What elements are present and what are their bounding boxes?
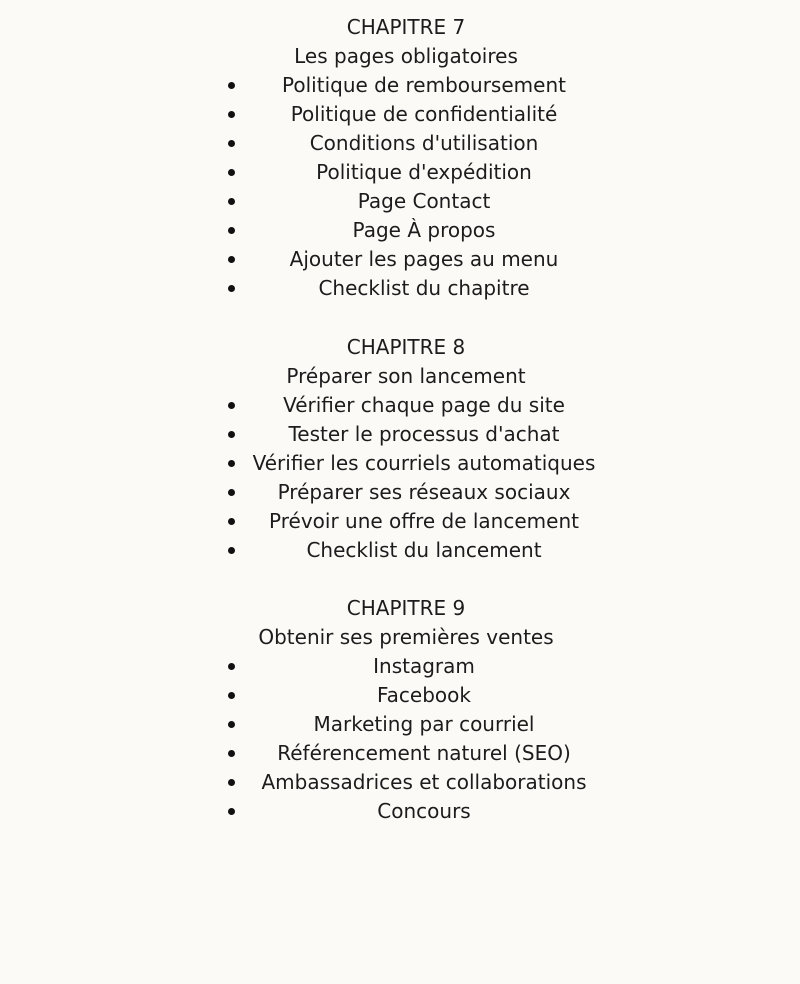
list-item-text: Référencement naturel (SEO) <box>277 741 571 765</box>
chapter-subtitle-row <box>0 42 800 71</box>
chapter-9-section <box>0 594 800 826</box>
list-item <box>0 768 800 797</box>
list-item <box>0 507 800 536</box>
chapter-subtitle: Préparer son lancement <box>286 364 526 388</box>
list-item <box>0 158 800 187</box>
bullet-icon <box>228 140 235 147</box>
list-item-text: Tester le processus d'achat <box>288 422 560 446</box>
bullet-icon <box>228 489 235 496</box>
list-item-text: Facebook <box>377 683 471 707</box>
chapter-heading-row <box>0 333 800 362</box>
list-item <box>0 652 800 681</box>
list-item <box>0 129 800 158</box>
bullet-icon <box>228 692 235 699</box>
list-item-text: Politique de confidentialité <box>290 102 558 126</box>
chapter-7-section <box>0 13 800 303</box>
bullet-icon <box>228 402 235 409</box>
list-item <box>0 536 800 565</box>
list-item-text: Ajouter les pages au menu <box>289 247 559 271</box>
bullet-icon <box>228 518 235 525</box>
bullet-icon <box>228 256 235 263</box>
bullet-icon <box>228 808 235 815</box>
list-item-text: Page À propos <box>352 218 496 242</box>
bullet-icon <box>228 779 235 786</box>
chapter-subtitle: Les pages obligatoires <box>294 44 518 68</box>
list-item-text: Checklist du lancement <box>306 538 542 562</box>
list-item-text: Instagram <box>373 654 475 678</box>
list-item-text: Vérifier les courriels automatiques <box>252 451 596 475</box>
chapter-heading: CHAPITRE 7 <box>346 15 466 39</box>
list-item-text: Conditions d'utilisation <box>309 131 539 155</box>
list-item <box>0 739 800 768</box>
chapter-8-section <box>0 333 800 565</box>
list-item-text: Vérifier chaque page du site <box>283 393 565 417</box>
list-item <box>0 216 800 245</box>
chapter-subtitle-row <box>0 623 800 652</box>
list-item-text: Ambassadrices et collaborations <box>261 770 587 794</box>
list-item-text: Politique d'expédition <box>316 160 532 184</box>
list-item <box>0 274 800 303</box>
chapter-subtitle-row <box>0 362 800 391</box>
list-item <box>0 71 800 100</box>
list-item <box>0 391 800 420</box>
bullet-icon <box>228 750 235 757</box>
chapter-heading: CHAPITRE 8 <box>346 335 466 359</box>
bullet-icon <box>228 663 235 670</box>
list-item-text: Préparer ses réseaux sociaux <box>277 480 571 504</box>
list-item <box>0 797 800 826</box>
bullet-icon <box>228 547 235 554</box>
bullet-icon <box>228 82 235 89</box>
list-item <box>0 449 800 478</box>
bullet-icon <box>228 721 235 728</box>
chapter-heading-row <box>0 594 800 623</box>
list-item <box>0 681 800 710</box>
list-item <box>0 187 800 216</box>
list-item-text: Page Contact <box>357 189 491 213</box>
bullet-icon <box>228 431 235 438</box>
list-item-text: Checklist du chapitre <box>318 276 530 300</box>
list-item <box>0 710 800 739</box>
bullet-icon <box>228 285 235 292</box>
list-item <box>0 478 800 507</box>
list-item <box>0 100 800 129</box>
bullet-icon <box>228 198 235 205</box>
chapter-heading: CHAPITRE 9 <box>346 596 466 620</box>
list-item-text: Marketing par courriel <box>313 712 535 736</box>
chapter-subtitle: Obtenir ses premières ventes <box>258 625 554 649</box>
bullet-icon <box>228 111 235 118</box>
chapter-heading-row <box>0 13 800 42</box>
list-item-text: Politique de remboursement <box>282 73 566 97</box>
bullet-icon <box>228 460 235 467</box>
list-item-text: Concours <box>377 799 471 823</box>
list-item-text: Prévoir une offre de lancement <box>269 509 579 533</box>
list-item <box>0 245 800 274</box>
bullet-icon <box>228 169 235 176</box>
bullet-icon <box>228 227 235 234</box>
list-item <box>0 420 800 449</box>
